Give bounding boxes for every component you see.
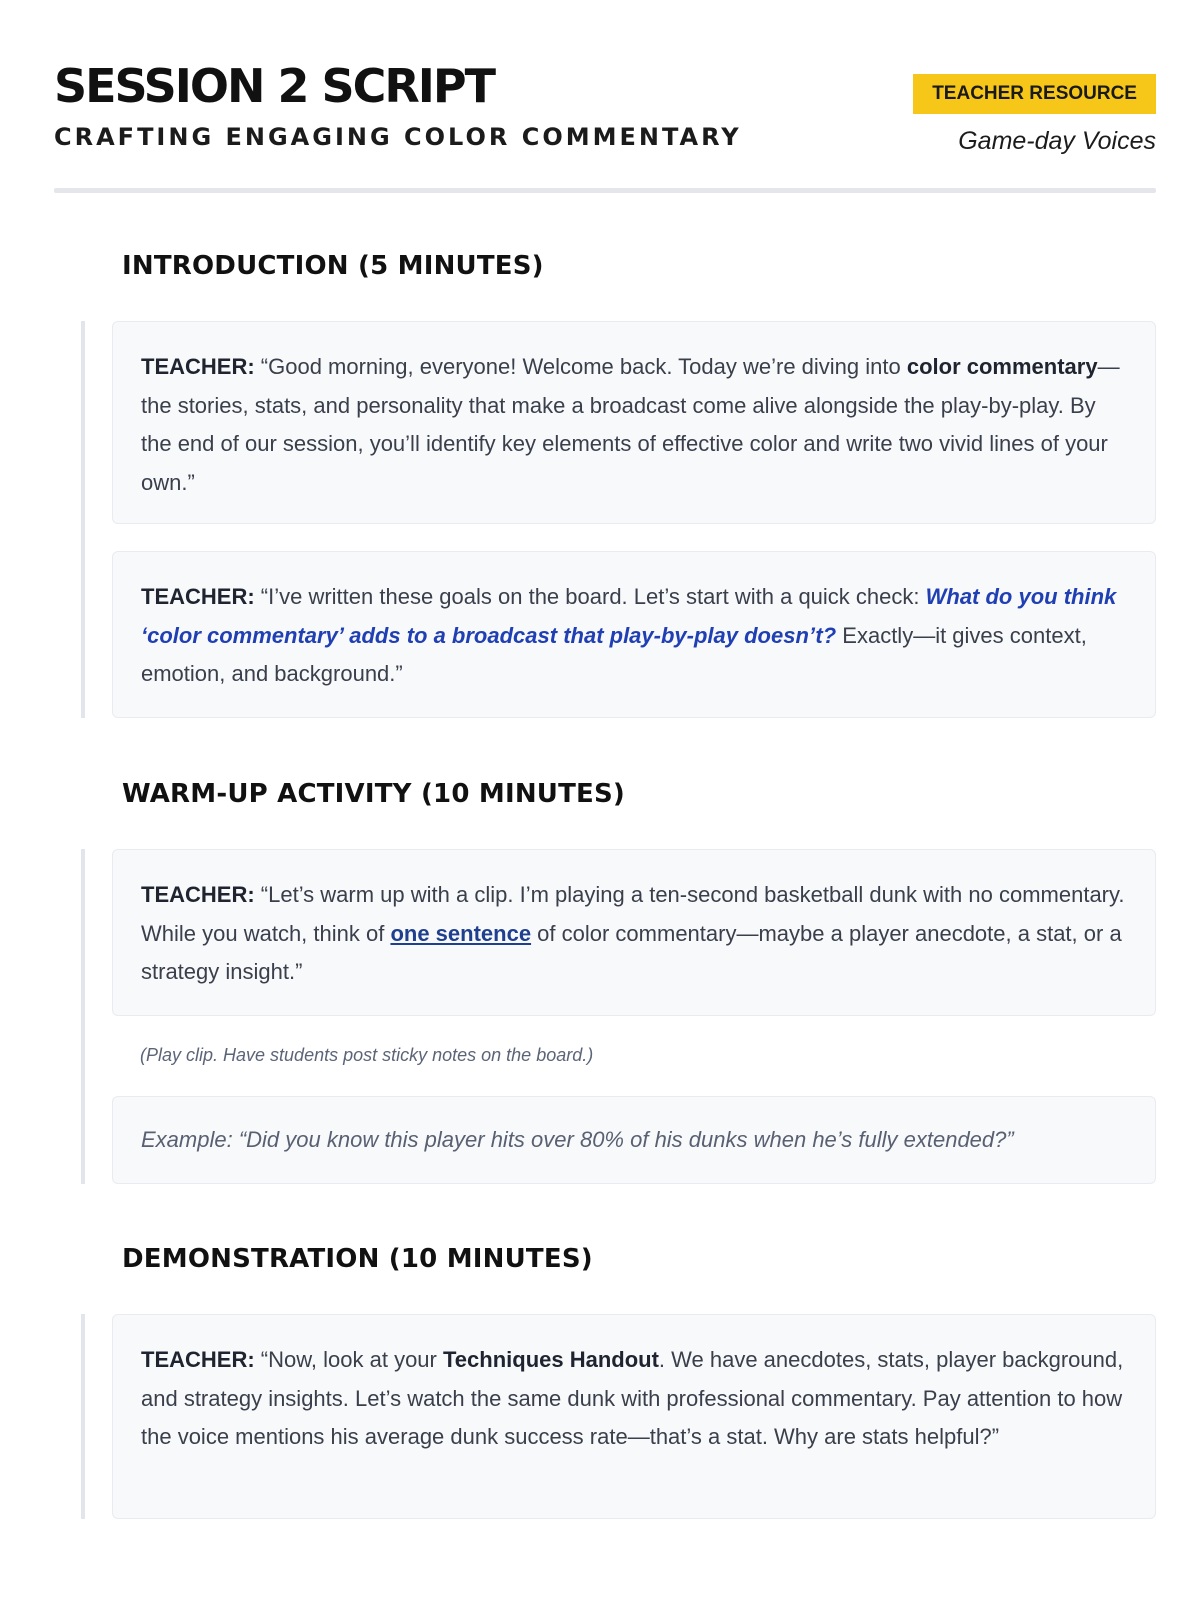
emphasis-text: one sentence [390,920,532,946]
example-card [112,1096,1156,1184]
script-card [112,321,1156,524]
section-heading: INTRODUCTION (5 MINUTES) [122,251,544,281]
key-term: color commentary [906,354,1098,379]
teacher-resource-badge: TEACHER RESOURCE [913,74,1156,114]
key-term: Techniques Handout [442,1347,659,1372]
stage-direction: (Play clip. Have students post sticky notes on the board.) [140,1045,594,1065]
page-title: SESSION 2 SCRIPT [54,59,495,113]
script-text: . We have anecdotes, stats, player background, and strategy insights. Let’s watch the same dunk with professional commentary. Pay attention to how the voice mentions his average dunk success rate—that’s a stat. Why are stats helpful?” [141,1347,1124,1449]
page-subtitle: CRAFTING ENGAGING COLOR COMMENTARY [54,123,742,151]
discussion-question: What do you think ‘color commentary’ adds to a broadcast that play-by-play doesn’t? [141,584,1117,648]
section-accent-bar [81,1314,85,1519]
page-header [54,56,1156,196]
section-accent-bar [81,849,85,1184]
script-text: “Good morning, everyone! Welcome back. Today we’re diving into [254,354,907,379]
speaker-label: TEACHER: [141,584,255,609]
script-text: —the stories, stats, and personality that make a broadcast come alive alongside the play-by-play. By the end of our session, you’ll identify key elements of effective color and write two vivid lines of your own.” [141,354,1120,495]
brand-name: Game-day Voices [958,127,1156,155]
section-accent-bar [81,321,85,718]
section-introduction [54,248,1156,718]
script-card [112,551,1156,718]
section-heading: WARM-UP ACTIVITY (10 MINUTES) [122,779,625,809]
speaker-label: TEACHER: [141,354,255,379]
speaker-label: TEACHER: [141,1347,255,1372]
section-warm-up [54,776,1156,1184]
script-card [112,1314,1156,1519]
script-text: Exactly—it gives context, emotion, and background.” [141,622,1087,686]
section-demonstration [54,1241,1156,1521]
script-text: “Let’s warm up with a clip. I’m playing a ten-second basketball dunk with no commentary. While you watch, think of [141,882,1125,946]
script-card [112,849,1156,1016]
script-text: of color commentary—maybe a player anecdote, a stat, or a strategy insight.” [141,920,1122,984]
header-divider [54,188,1156,193]
script-text: “Now, look at your [254,1347,443,1372]
section-heading: DEMONSTRATION (10 MINUTES) [122,1244,593,1274]
script-text: “I’ve written these goals on the board. Let’s start with a quick check: [254,584,926,609]
example-text: Example: “Did you know this player hits over 80% of his dunks when he’s fully extended?” [141,1127,1014,1152]
speaker-label: TEACHER: [141,882,255,907]
